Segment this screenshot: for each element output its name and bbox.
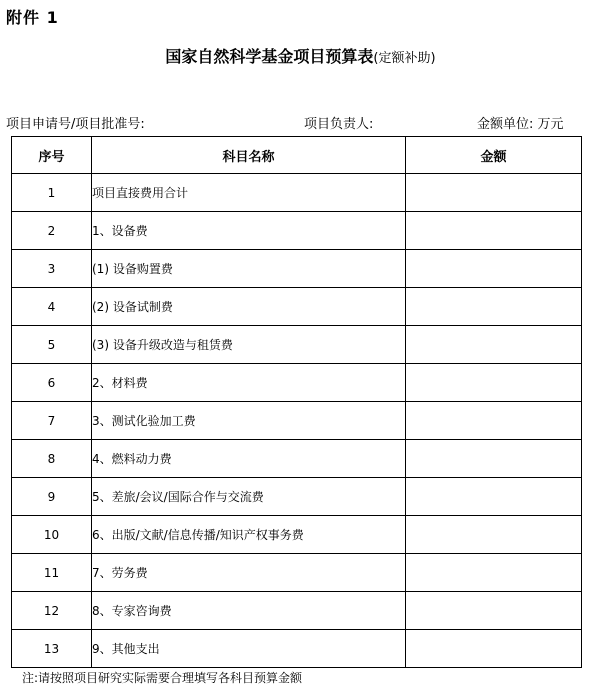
row-item-name: (3) 设备升级改造与租赁费	[92, 326, 406, 364]
table-row	[12, 440, 582, 478]
table-row	[12, 364, 582, 402]
row-seq: 8	[12, 440, 92, 478]
row-seq: 5	[12, 326, 92, 364]
budget-table	[11, 136, 582, 668]
table-row	[12, 212, 582, 250]
row-amount-cell[interactable]	[406, 554, 582, 592]
row-item-name: 8、专家咨询费	[92, 592, 406, 630]
row-amount-cell[interactable]	[406, 592, 582, 630]
table-row	[12, 554, 582, 592]
table-row	[12, 478, 582, 516]
row-seq: 4	[12, 288, 92, 326]
row-item-name: 1、设备费	[92, 212, 406, 250]
row-item-name: 4、燃料动力费	[92, 440, 406, 478]
page-title	[0, 44, 601, 67]
row-amount-cell[interactable]	[406, 212, 582, 250]
footer-note: 注:请按照项目研究实际需要合理填写各科目预算金额	[22, 671, 303, 685]
table-row	[12, 516, 582, 554]
row-item-name: (2) 设备试制费	[92, 288, 406, 326]
row-amount-cell[interactable]	[406, 174, 582, 212]
row-seq: 1	[12, 174, 92, 212]
budget-table-body	[12, 174, 582, 668]
row-item-name: (1) 设备购置费	[92, 250, 406, 288]
table-header-row	[12, 137, 582, 174]
row-item-name: 3、测试化验加工费	[92, 402, 406, 440]
row-amount-cell[interactable]	[406, 630, 582, 668]
row-item-name: 6、出版/文献/信息传播/知识产权事务费	[92, 516, 406, 554]
row-amount-cell[interactable]	[406, 250, 582, 288]
application-number-label: 项目申请号/项目批准号:	[6, 117, 145, 132]
column-header-item-name: 科目名称	[92, 137, 406, 174]
title-subtitle: (定额补助)	[373, 51, 436, 66]
row-seq: 2	[12, 212, 92, 250]
row-item-name: 5、差旅/会议/国际合作与交流费	[92, 478, 406, 516]
table-row	[12, 250, 582, 288]
row-item-name: 2、材料费	[92, 364, 406, 402]
row-seq: 11	[12, 554, 92, 592]
row-seq: 7	[12, 402, 92, 440]
column-header-seq: 序号	[12, 137, 92, 174]
responsible-person-label: 项目负责人:	[304, 117, 374, 132]
row-amount-cell[interactable]	[406, 478, 582, 516]
row-amount-cell[interactable]	[406, 364, 582, 402]
row-amount-cell[interactable]	[406, 440, 582, 478]
row-item-name: 项目直接费用合计	[92, 174, 406, 212]
title-main: 国家自然科学基金项目预算表	[165, 47, 374, 66]
row-seq: 12	[12, 592, 92, 630]
row-seq: 3	[12, 250, 92, 288]
row-amount-cell[interactable]	[406, 288, 582, 326]
attachment-label: 附件 1	[6, 8, 59, 27]
row-seq: 6	[12, 364, 92, 402]
table-row	[12, 402, 582, 440]
row-seq: 9	[12, 478, 92, 516]
table-row	[12, 326, 582, 364]
row-item-name: 9、其他支出	[92, 630, 406, 668]
row-seq: 13	[12, 630, 92, 668]
row-seq: 10	[12, 516, 92, 554]
table-row	[12, 174, 582, 212]
column-header-amount: 金额	[406, 137, 582, 174]
amount-unit-label: 金额单位: 万元	[477, 117, 564, 132]
table-row	[12, 288, 582, 326]
table-row	[12, 630, 582, 668]
row-amount-cell[interactable]	[406, 402, 582, 440]
row-item-name: 7、劳务费	[92, 554, 406, 592]
row-amount-cell[interactable]	[406, 326, 582, 364]
row-amount-cell[interactable]	[406, 516, 582, 554]
table-row	[12, 592, 582, 630]
